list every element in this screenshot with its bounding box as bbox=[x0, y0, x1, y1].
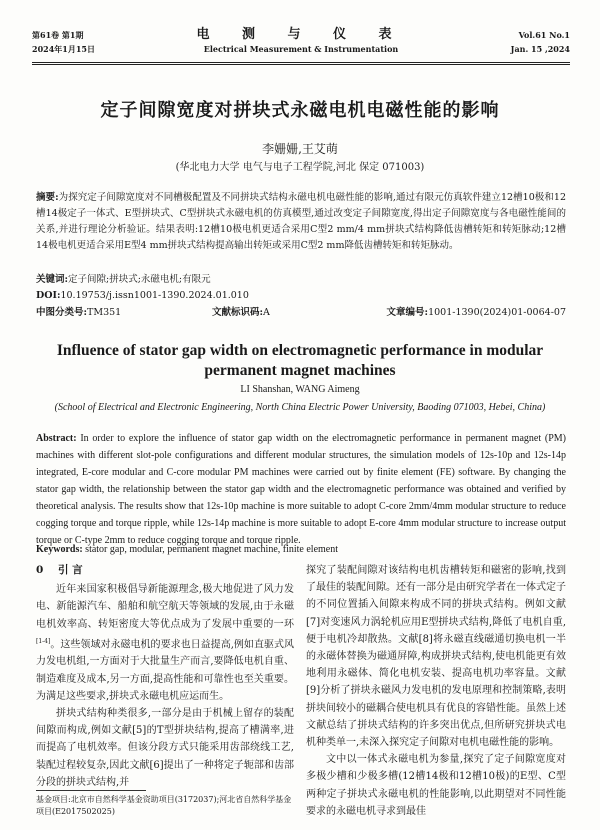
abstract-cn bbox=[36, 190, 566, 254]
clc bbox=[36, 304, 121, 318]
body-column-left bbox=[36, 562, 294, 791]
affiliation-en: (School of Electrical and Electronic Engineering, North China Electric Power University, Baoding 071003, Hebei, China) bbox=[54, 402, 546, 413]
intro-paragraph-1: 近年来国家积极倡导新能源理念,极大地促进了风力发电、新能源汽车、船舶和航空航天等领域的发展,由于永磁电机效率高、转矩密度大等优点成为了发展中重要的一环[1-4]。这些领域对永磁电机的要求也日益提高,例如直驱式风力发电机组,一方面对于大批量生产而言,要降低电机自重、制造难度及成本,另一方面,提高性能和可靠性也至关重要。为满足这些要求,拼块式永磁电机应运而生。 bbox=[36, 584, 295, 702]
funding-footnote: 基金项目:北京市自然科学基金资助项目(3172037);河北省自然科学基金项目(E2017502025) bbox=[36, 795, 292, 816]
doc-code-text: A bbox=[263, 307, 270, 318]
body-column-right bbox=[306, 562, 566, 820]
keywords-cn bbox=[36, 272, 566, 288]
abstract-cn-label: 摘要: bbox=[36, 192, 59, 203]
article-no-text: 1001-1390(2024)01-0064-07 bbox=[428, 307, 566, 318]
citation-ref: [1-4] bbox=[36, 637, 51, 645]
intro-para-1a: 近年来国家积极倡导新能源理念,极大地促进了风力发电、新能源汽车、船舶和航空航天等领域的发展,由于永磁电机效率高、转矩密度大等优点成为了发展中重要的一环 bbox=[36, 584, 294, 630]
authors-cn: 李姗姗,王艾萌 bbox=[262, 142, 338, 156]
date-en: Jan. 15 ,2024 bbox=[510, 44, 570, 54]
running-header bbox=[32, 28, 570, 62]
classification-row bbox=[36, 304, 566, 320]
article-no bbox=[387, 304, 566, 318]
title-cn: 定子间隙宽度对拼块式永磁电机电磁性能的影响 bbox=[100, 100, 500, 121]
section-title: 引 言 bbox=[57, 564, 83, 576]
section-number: 0 bbox=[36, 564, 44, 576]
keywords-cn-text: 定子间隙;拼块式;永磁电机;有限元 bbox=[68, 274, 211, 285]
article-no-label: 文章编号: bbox=[386, 307, 429, 318]
doi bbox=[36, 288, 566, 304]
title-en: Influence of stator gap width on electromagnetic performance in modular permanent magnet machines bbox=[56, 342, 544, 379]
header-rule-thin bbox=[32, 64, 570, 65]
header-rule-thick bbox=[32, 62, 570, 63]
authors-en: LI Shanshan, WANG Aimeng bbox=[240, 384, 360, 395]
clc-text: TM351 bbox=[87, 307, 122, 318]
abstract-en bbox=[36, 430, 566, 549]
section-heading bbox=[36, 562, 294, 579]
journal-title-cn: 电 测 与 仪 表 bbox=[196, 27, 406, 42]
doc-code-label: 文献标识码: bbox=[212, 307, 264, 318]
keywords-en-text: stator gap, modular, permanent magnet machine, finite element bbox=[85, 544, 339, 555]
keywords-en bbox=[36, 541, 566, 558]
clc-label: 中图分类号: bbox=[36, 307, 88, 318]
intro-paragraph-4: 文中以一体式永磁电机为参量,探究了定子间隙宽度对多极少槽和少极多槽(12槽14极和12槽10极)的E型、C型两种定子拼块式永磁电机的性能影响,以此期望对不同性能要求的永磁电机寻求到最佳 bbox=[306, 754, 566, 817]
journal-title-en: Electrical Measurement & Instrumentation bbox=[203, 44, 399, 54]
volume-issue: 第61卷 第1期 bbox=[32, 30, 84, 40]
keywords-en-label: Keywords: bbox=[36, 544, 83, 555]
intro-paragraph-2: 拼块式结构种类很多,一部分是由于机械上留存的装配间隙而构成,例如文献[5]的T型拼块结构,提高了槽满率,进而提高了电机效率。但该分段方式只能采用齿部绕线工艺,装配过程较复杂,因此文献[6]提出了一种将定子轭部和齿部分段的拼块式结构,并 bbox=[36, 707, 294, 788]
header-right bbox=[511, 28, 570, 56]
doi-label: DOI: bbox=[36, 290, 61, 301]
affiliation-cn: (华北电力大学 电气与电子工程学院,河北 保定 071003) bbox=[175, 162, 425, 173]
abstract-cn-text: 为探究定子间隙宽度对不同槽极配置及不同拼块式结构永磁电机电磁性能的影响,通过有限元仿真软件建立12槽10极和12槽14极定子一体式、E型拼块式、C型拼块式永磁电机的仿真模型,通过改变定子间隙宽度,得出定子间隙宽度与各电磁性能间的关系,并进行理论分析验证。结果表明:12槽10极电机更适合采用C型2 mm/4 mm拼块式结构降低齿槽转矩和转矩脉动;12槽14极电机更适合采用E型4 mm拼块式结构提高输出转矩或采用C型2 mm降低齿槽转矩和转矩脉动。 bbox=[36, 192, 566, 251]
date-cn: 2024年1月15日 bbox=[32, 44, 95, 54]
abstract-en-text: In order to explore the influence of stator gap width on the electromagnetic performance in permanent magnet (PM) machines with different slot-pole configurations and different modular structures, the simulation models of 12s-10p and 12s-14p integrated, E-core modular and C-core modular PM machines were carried out by finite element (FE) software. By changing the stator gap width, the relationship between the stator gap width and the electromagnetic performance was obtained and verified by theoretical analysis. The results show that 12s-10p machine is more suitable to adopt C-core 2mm/4mm modular structure to reduce cogging torque and torque ripple, while 12s-14p machine is more suitable to adopt E-core 4mm modular structure to increase output torque or C-type 2mm to reduce cogging torque and torque ripple. bbox=[36, 433, 567, 546]
keywords-cn-label: 关键词: bbox=[36, 274, 69, 285]
doc-code bbox=[212, 304, 270, 318]
intro-para-1b: 这些领域对永磁电机的要求也日益提高,例如直驱式风力发电机组,一方面对于大批量生产而言,要降低电机自重、制造难度及成本,另一方面,提高性能和可靠性也至关重要。为满足这些要求,拼块式永磁电机应运而生。 bbox=[36, 639, 295, 702]
footnote-rule bbox=[36, 790, 146, 791]
abstract-en-label: Abstract: bbox=[36, 433, 77, 444]
intro-paragraph-3: 探究了装配间隙对该结构电机齿槽转矩和磁密的影响,找到了最佳的装配间隙。还有一部分是由研究学者在一体式定子的不同位置插入间隙来构成不同的拼块式结构。例如文献[7]对变速风力涡轮机应用E型拼块式结构,降低了电机自重,便于电机冷却散热。文献[8]将永磁直线磁通切换电机一半的永磁体替换为磁通屏障,构成拼块式结构,使电机能更有效地利用永磁体、简化电机安装、提高电机功率容量。文献[9]分析了拼块永磁风力发电机的发电原理和控制策略,表明拼块间较小的磁耦合使电机具有优良的容错性能。虽然上述文献总结了拼块式结构的许多突出优点,但所研究拼块式电机种类单一,未深入探究定子间隙对电机电磁性能的影响。 bbox=[306, 565, 566, 749]
header-center bbox=[32, 28, 570, 56]
volume-en: Vol.61 No.1 bbox=[518, 30, 570, 40]
doi-text: 10.19753/j.issn1001-1390.2024.01.010 bbox=[60, 290, 249, 301]
